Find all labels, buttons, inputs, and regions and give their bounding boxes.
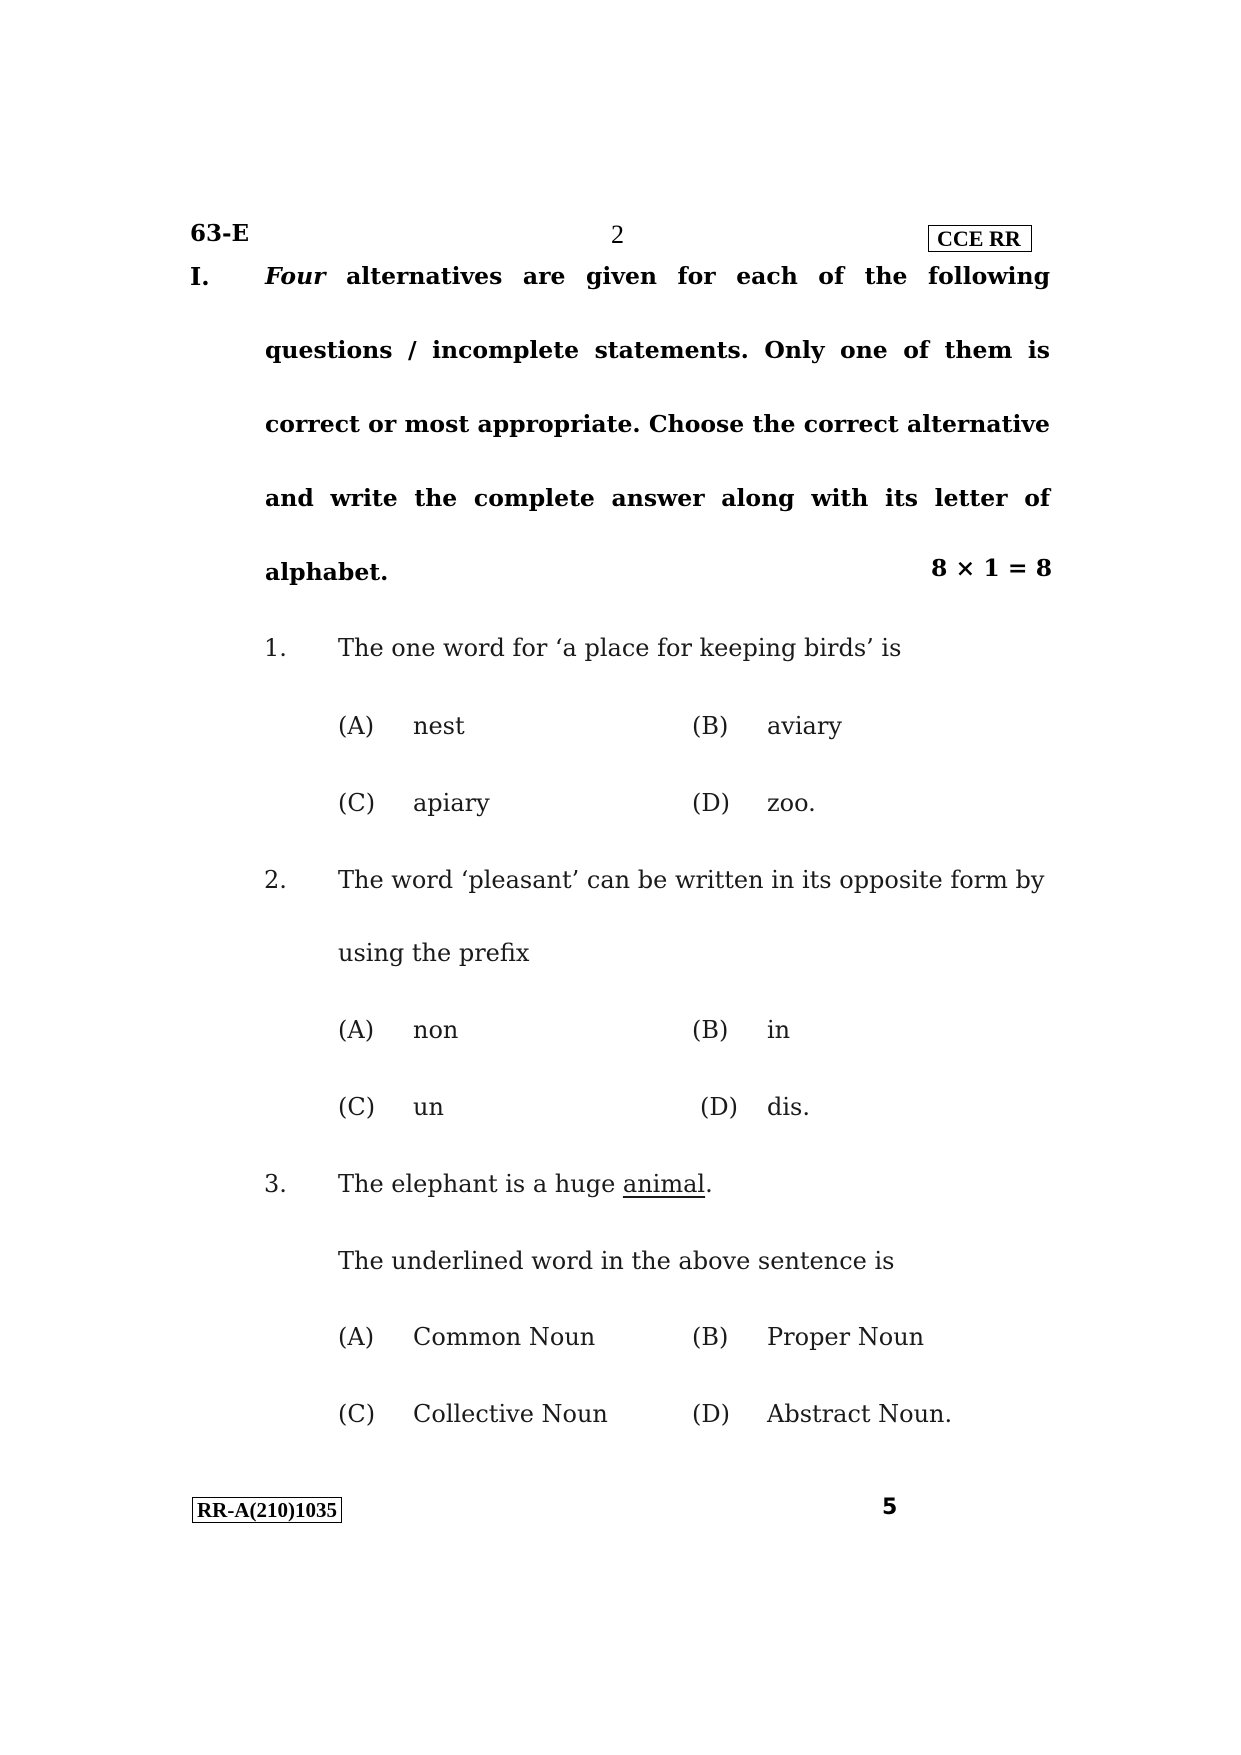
option-text: dis.	[767, 1093, 810, 1121]
footer-code-box: RR-A(210)1035	[192, 1497, 342, 1523]
section-marks: 8 × 1 = 8	[931, 554, 1053, 582]
option-text: nest	[413, 712, 465, 740]
paper-code: 63-E	[190, 220, 250, 247]
option-text: un	[413, 1093, 444, 1121]
question-number: 3.	[264, 1170, 287, 1198]
option-text: in	[767, 1016, 791, 1044]
option-letter: (A)	[338, 712, 375, 740]
option-text: Abstract Noun.	[767, 1400, 953, 1428]
instruction-line: alphabet.	[265, 558, 389, 586]
question-sentence	[338, 1170, 713, 1198]
question-text: The one word for ‘a place for keeping birds’ is	[338, 634, 902, 662]
question-text: The underlined word in the above sentence is	[338, 1247, 895, 1275]
option-text: apiary	[413, 789, 490, 817]
series-box: CCE RR	[928, 225, 1032, 252]
option-text: non	[413, 1016, 459, 1044]
instruction-line: and write the complete answer along with its letter of	[265, 484, 1050, 512]
question-text: using the prefix	[338, 939, 530, 967]
footer-sheet-number: 5	[882, 1495, 898, 1520]
sentence-text: .	[705, 1170, 713, 1198]
instruction-emphasis: Four	[265, 262, 326, 290]
section-number: I.	[190, 262, 210, 291]
option-text: zoo.	[767, 789, 816, 817]
option-text: Collective Noun	[413, 1400, 608, 1428]
instruction-text: alternatives are given for each of the following	[325, 262, 1050, 290]
question-text: The word ‘pleasant’ can be written in its opposite form by	[338, 866, 1045, 894]
option-letter: (C)	[338, 789, 376, 817]
option-letter: (B)	[692, 1323, 729, 1351]
option-letter: (D)	[692, 789, 730, 817]
option-letter: (A)	[338, 1016, 375, 1044]
option-letter: (B)	[692, 1016, 729, 1044]
question-number: 1.	[264, 634, 287, 662]
page-number: 2	[611, 220, 624, 249]
option-text: Common Noun	[413, 1323, 596, 1351]
question-number: 2.	[264, 866, 287, 894]
option-letter: (D)	[700, 1093, 738, 1121]
option-letter: (D)	[692, 1400, 730, 1428]
instruction-line	[265, 258, 1050, 332]
option-letter: (A)	[338, 1323, 375, 1351]
option-letter: (C)	[338, 1400, 376, 1428]
sentence-text: The elephant is a huge	[338, 1170, 623, 1198]
underlined-word: animal	[622, 1170, 706, 1198]
option-letter: (B)	[692, 712, 729, 740]
instruction-line: questions / incomplete statements. Only one of them is	[265, 336, 1050, 364]
option-letter: (C)	[338, 1093, 376, 1121]
instruction-line: correct or most appropriate. Choose the correct alternative	[265, 410, 1050, 438]
option-text: Proper Noun	[767, 1323, 925, 1351]
option-text: aviary	[767, 712, 842, 740]
